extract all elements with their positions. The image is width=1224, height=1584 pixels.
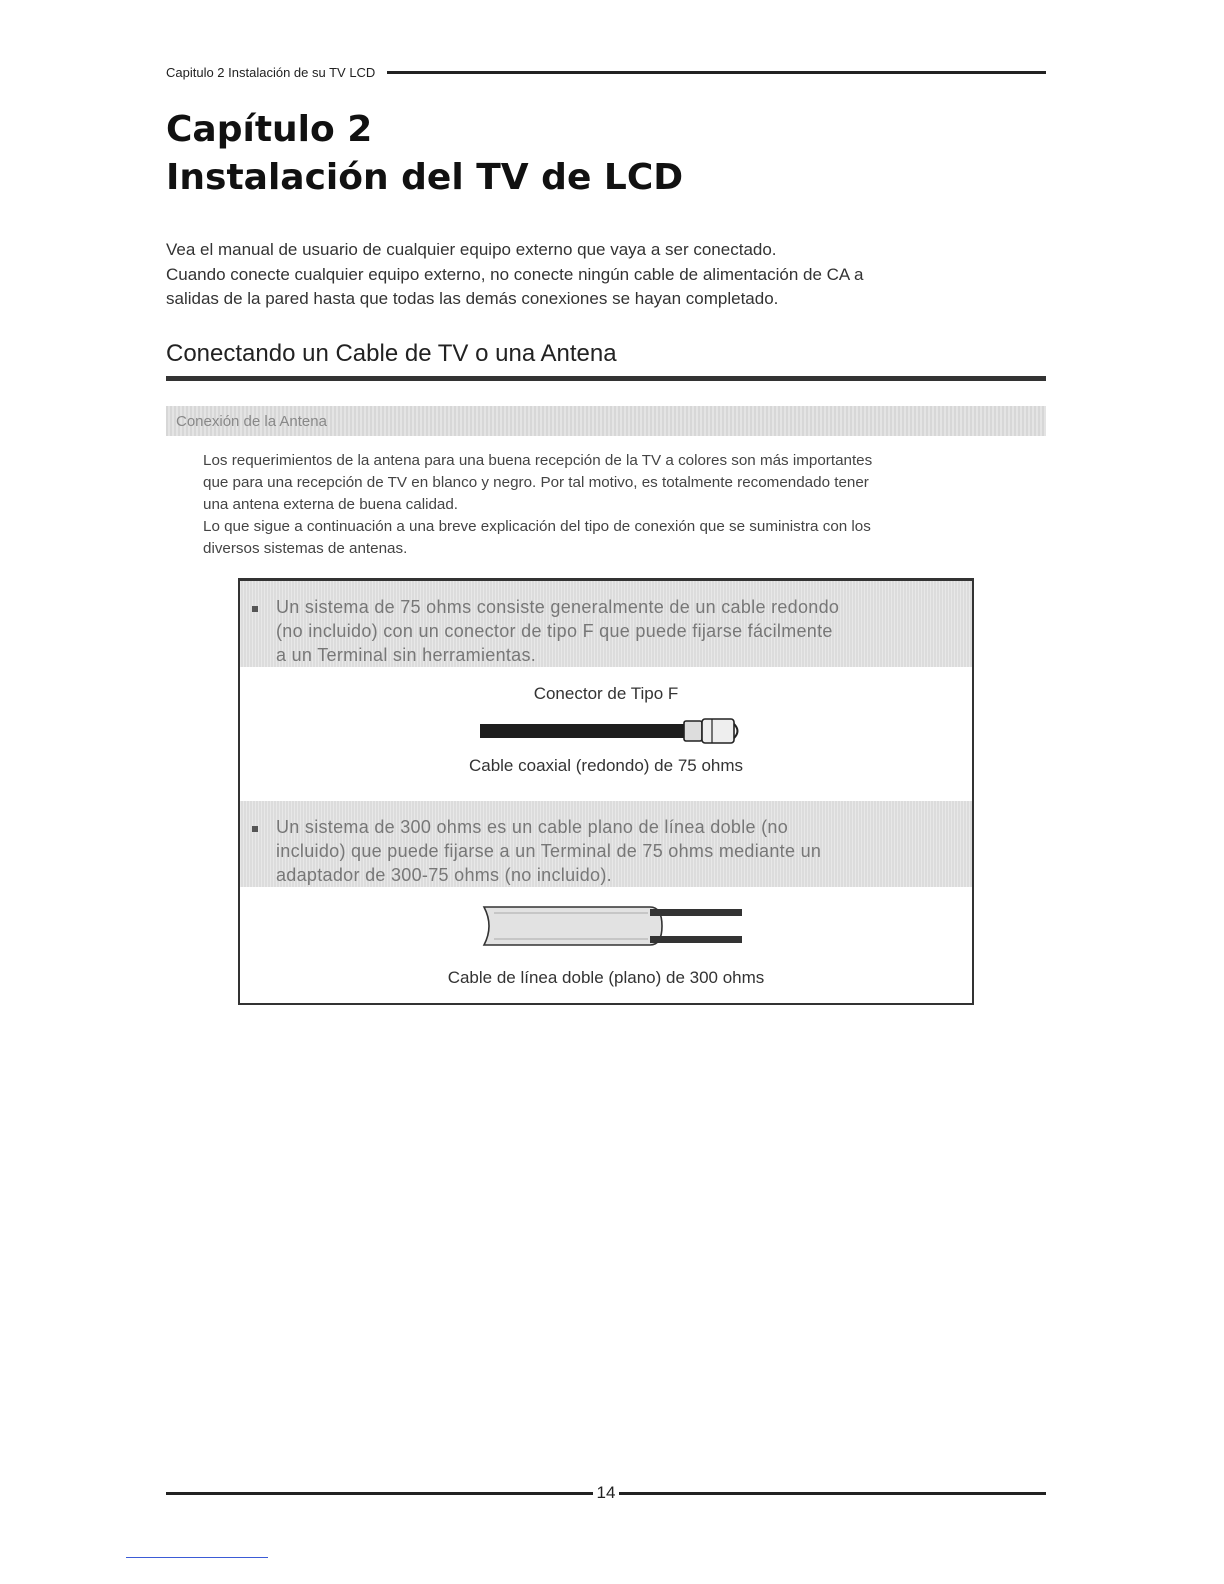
body-line: diversos sistemas de antenas.	[203, 540, 408, 557]
page-footer	[166, 1482, 1046, 1504]
body-line: que para una recepción de TV en blanco y negro. Por tal motivo, es totalmente recomendado tener	[203, 474, 869, 491]
chapter-number: Capítulo 2	[166, 109, 373, 150]
bullet-square-icon	[252, 826, 258, 832]
twin-lead-cable-label: Cable de línea doble (plano) de 300 ohms	[447, 968, 765, 987]
subsection-bar	[166, 406, 1046, 436]
callout-line: incluido) que puede fijarse a un Terminal de 75 ohms mediante un	[276, 841, 822, 861]
coaxial-cable-icon	[480, 718, 742, 744]
intro-paragraph	[166, 238, 1026, 312]
callout-line: a un Terminal sin herramientas.	[276, 645, 537, 665]
section-heading: Conectando un Cable de TV o una Antena	[166, 340, 617, 367]
callout-line: Un sistema de 75 ohms consiste generalmente de un cable redondo	[276, 597, 840, 617]
body-line: Lo que sigue a continuación a una breve explicación del tipo de conexión que se suministra con los	[203, 518, 871, 535]
antenna-info-box	[238, 578, 974, 1005]
corner-line-mark	[126, 1557, 268, 1558]
page-number: 14	[596, 1483, 616, 1502]
intro-line: salidas de la pared hasta que todas las demás conexiones se hayan completado.	[166, 289, 779, 308]
connector-type-f-label: Conector de Tipo F	[533, 684, 679, 703]
body-line: Los requerimientos de la antena para una buena recepción de la TV a colores son más importantes	[203, 452, 873, 469]
coaxial-cable-label: Cable coaxial (redondo) de 75 ohms	[468, 756, 744, 775]
chapter-name: Instalación del TV de LCD	[166, 157, 684, 198]
intro-line: Cuando conecte cualquier equipo externo, no conecte ningún cable de alimentación de CA a	[166, 264, 864, 284]
callout-75-ohms	[240, 581, 972, 667]
footer-rule-right	[619, 1492, 1046, 1495]
body-paragraph	[203, 450, 1023, 560]
bullet-square-icon	[252, 606, 258, 612]
section-rule	[166, 376, 1046, 381]
twin-lead-cable-icon	[480, 903, 744, 949]
header-rule	[387, 71, 1046, 74]
callout-line: Un sistema de 300 ohms es un cable plano de línea doble (no	[276, 817, 789, 837]
subsection-label: Conexión de la Antena	[176, 412, 327, 430]
running-header	[166, 62, 1046, 82]
callout-line: (no incluido) con un conector de tipo F que puede fijarse fácilmente	[276, 621, 833, 641]
running-header-text: Capitulo 2 Instalación de su TV LCD	[166, 64, 376, 80]
callout-300-ohms	[240, 801, 972, 887]
callout-line: adaptador de 300-75 ohms (no incluido).	[276, 865, 612, 885]
intro-line: Vea el manual de usuario de cualquier equipo externo que vaya a ser conectado.	[166, 240, 777, 259]
chapter-title	[166, 106, 683, 202]
body-line: una antena externa de buena calidad.	[203, 496, 459, 513]
footer-rule-left	[166, 1492, 593, 1495]
